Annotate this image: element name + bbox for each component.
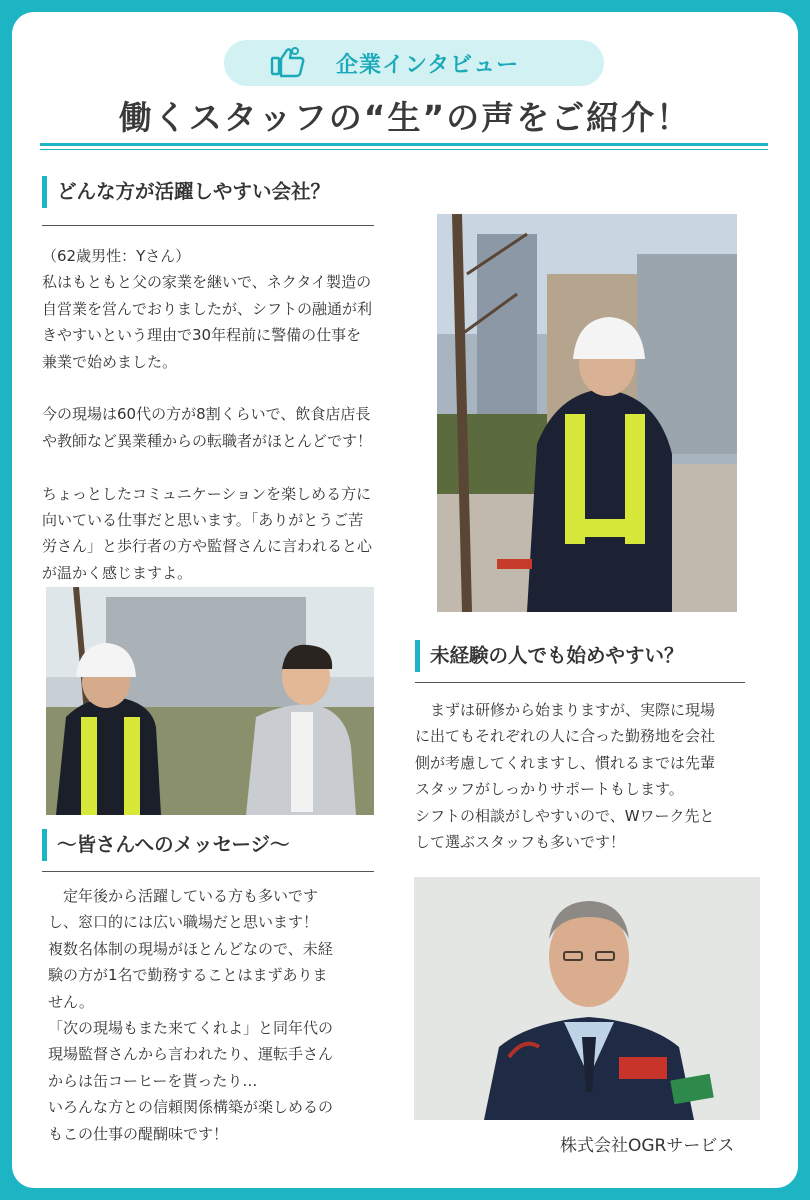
category-badge bbox=[224, 40, 604, 86]
section-body-q1: （62歳男性：Yさん） 私はもともと父の家業を継いで、ネクタイ製造の 自営業を営んでおりましたが、シフトの融通が利 きやすいという理由で30年程前に警備の仕事を 兼業で始めました。 今の現場は60代の方が8割くらいで、飲食店店長 や教師など異業種からの転職者がほとんどです！ ちょっとしたコミュニケーションを楽しめる方に 向いている仕事だと思います。「ありがとうご苦 労さん」と歩行者の方や監督さんに言われると心 が温かく感じますよ。 bbox=[42, 247, 373, 582]
company-name: 株式会社OGRサービス bbox=[560, 1136, 735, 1156]
section-heading-q1: どんな方が活躍しやすい会社？ bbox=[42, 176, 330, 208]
thumbs-up-icon bbox=[270, 46, 306, 80]
heading-underline bbox=[42, 225, 374, 226]
section-body-message: 定年後から活躍している方も多いです し、窓口的には広い職場だと思います！ 複数名体制の現場がほとんどなので、未経 験の方が1名で勤務することはまずありま せん。 「次の現場もまた来てくれよ」と同年代の 現場監督さんから言われたり、運転手さん からは缶コーヒーを貰ったり… いろんな方との信頼関係構築が楽しめるの もこの仕事の醍醐味です！ bbox=[48, 887, 334, 1143]
heading-underline bbox=[42, 871, 374, 872]
badge-label: 企業インタビュー bbox=[336, 53, 520, 78]
page-title: 働くスタッフの“生”の声をご紹介！ bbox=[118, 98, 692, 137]
photo-street-guard bbox=[437, 214, 737, 612]
heading-underline bbox=[415, 682, 745, 683]
title-divider bbox=[40, 143, 768, 146]
photo-two-guards bbox=[46, 587, 374, 815]
section-heading-message: ～皆さんへのメッセージ～ bbox=[42, 829, 289, 861]
photo-president bbox=[414, 877, 760, 1120]
section-body-q2: まずは研修から始まりますが、実際に現場 に出てもそれぞれの人に合った勤務地を会社 側が考慮してくれますし、慣れるまでは先輩 スタッフがしっかりサポートもします。 シフトの相談がしやすいので、Wワーク先と して選ぶスタッフも多いです！ bbox=[415, 701, 716, 852]
section-heading-q2: 未経験の人でも始めやすい？ bbox=[415, 640, 684, 672]
title-divider-thin bbox=[40, 149, 768, 150]
